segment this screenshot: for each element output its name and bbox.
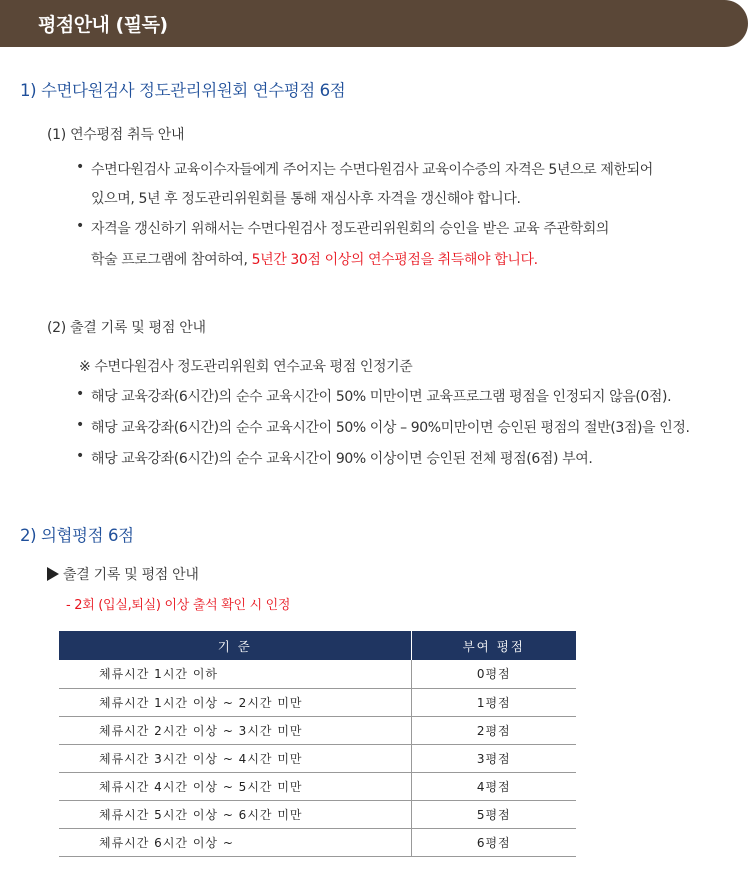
- table-row: [59, 716, 576, 744]
- triangle-right-icon: [47, 567, 59, 581]
- criteria-cell: 체류시간 5시간 이상 ~ 6시간 미만: [59, 800, 411, 828]
- header-bar: [0, 0, 748, 47]
- score-cell: 4평점: [411, 772, 576, 800]
- sub-heading-credit: (1) 연수평점 취득 안내: [47, 127, 185, 143]
- score-cell: 6평점: [411, 828, 576, 856]
- bullet-item: • 수면다원검사 교육이수자들에게 주어지는 수면다원검사 교육이수증의 자격은 5년으로 제한되어: [76, 159, 653, 179]
- bullet-item: • 해당 교육강좌(6시간)의 순수 교육시간이 90% 이상이면 승인된 전체 평점(6점) 부여.: [76, 448, 592, 468]
- criteria-cell: 체류시간 2시간 이상 ~ 3시간 미만: [59, 716, 411, 744]
- column-header-criteria: 기 준: [59, 631, 411, 660]
- score-cell: 3평점: [411, 744, 576, 772]
- criteria-cell: 체류시간 6시간 이상 ~: [59, 828, 411, 856]
- criteria-cell: 체류시간 1시간 이하: [59, 660, 411, 688]
- criteria-cell: 체류시간 3시간 이상 ~ 4시간 미만: [59, 744, 411, 772]
- required-credit-text: 5년간 30점 이상의 연수평점을 취득해야 합니다.: [251, 252, 538, 268]
- table-row: [59, 800, 576, 828]
- criteria-cell: 체류시간 1시간 이상 ~ 2시간 미만: [59, 688, 411, 716]
- table-row: [59, 744, 576, 772]
- column-header-score: 부여 평점: [411, 631, 576, 660]
- section-2-title: 2) 의협평점 6점: [20, 520, 142, 548]
- table-header-row: [59, 631, 576, 660]
- score-cell: 5평점: [411, 800, 576, 828]
- table-row: [59, 828, 576, 856]
- bullet-continuation: 학술 프로그램에 참여하여, 5년간 30점 이상의 연수평점을 취득해야 합니다.: [91, 252, 538, 268]
- attendance-requirement-note: - 2회 (입실,퇴실) 이상 출석 확인 시 인정: [66, 598, 291, 613]
- score-cell: 2평점: [411, 716, 576, 744]
- table-row: [59, 688, 576, 716]
- criteria-note: ※ 수면다원검사 정도관리위원회 연수교육 평점 인정기준: [79, 359, 413, 375]
- bullet-item: • 해당 교육강좌(6시간)의 순수 교육시간이 50% 미만이면 교육프로그램 평점을 인정되지 않음(0점).: [76, 386, 671, 406]
- attendance-heading: 출결 기록 및 평점 안내: [47, 564, 199, 584]
- criteria-cell: 체류시간 4시간 이상 ~ 5시간 미만: [59, 772, 411, 800]
- section-1-title: 1) 수면다원검사 정도관리위원회 연수평점 6점: [20, 75, 353, 103]
- bullet-continuation: 있으며, 5년 후 정도관리위원회를 통해 재심사후 자격을 갱신해야 합니다.: [91, 191, 521, 207]
- score-cell: 1평점: [411, 688, 576, 716]
- table-row: [59, 772, 576, 800]
- score-cell: 0평점: [411, 660, 576, 688]
- bullet-item: • 해당 교육강좌(6시간)의 순수 교육시간이 50% 이상 – 90%미만이면 승인된 평점의 절반(3점)을 인정.: [76, 417, 690, 437]
- sub-heading-attendance: (2) 출결 기록 및 평점 안내: [47, 320, 206, 336]
- score-table: [59, 631, 576, 857]
- table-row: [59, 660, 576, 688]
- bullet-item: • 자격을 갱신하기 위해서는 수면다원검사 정도관리위원회의 승인을 받은 교육 주관학회의: [76, 218, 609, 238]
- page-title: 평점안내 (필독): [38, 14, 168, 36]
